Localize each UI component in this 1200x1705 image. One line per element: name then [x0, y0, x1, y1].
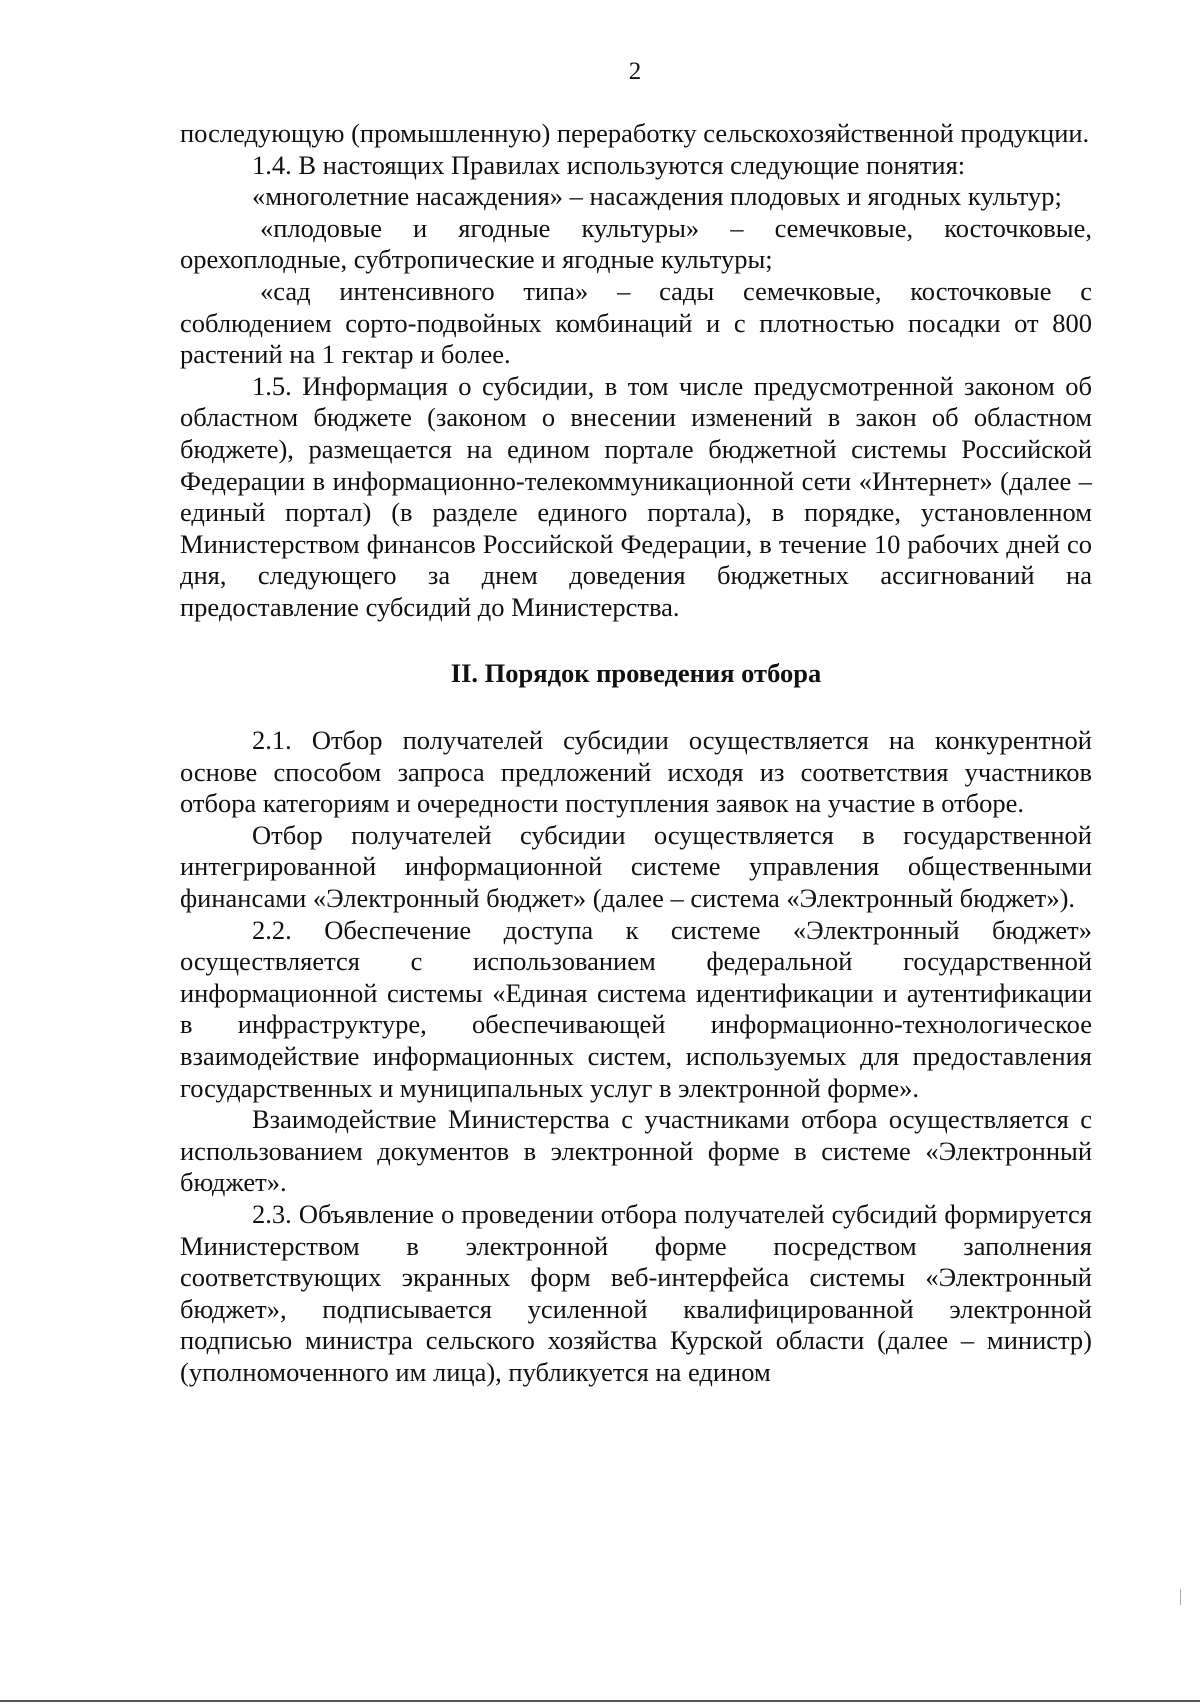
paragraph-2-2: 2.2. Обеспечение доступа к системе «Электронный бюджет» осуществляется с использованием федеральной государственной информационной системы «Единая система идентификации и аутентификации в инфраструктуре, обеспечивающей информационно-технологическое взаимодействие информационных систем, используемых для предоставления государственных и муниципальных услуг в электронной форме».: [180, 914, 1092, 1103]
paragraph-1-5: 1.5. Информация о субсидии, в том числе предусмотренной законом об областном бюджете (законом о внесении изменений в закон об областном бюджете), размещается на едином портале бюджетной системы Российской Федерации в информационно-телекоммуникационной сети «Интернет» (далее – единый портал) (в разделе единого портала), в порядке, установленном Министерством финансов Российской Федерации, в течение 10 рабочих дней со дня, следующего за днем доведения бюджетных ассигнований на предоставление субсидий до Министерства.: [180, 370, 1092, 622]
definition-perennial-plantings: «многолетние насаждения» – насаждения плодовых и ягодных культур;: [252, 181, 1062, 212]
page-number: 2: [628, 58, 642, 85]
section-heading: II. Порядок проведения отбора: [450, 657, 822, 688]
paragraph-2-2-interaction: Взаимодействие Министерства с участниками отбора осуществляется с использованием документов в электронной форме в системе «Электронный бюджет».: [180, 1104, 1092, 1198]
document-body: [180, 118, 1092, 1389]
page-bottom-edge: [0, 1700, 1200, 1702]
definition-intensive-garden: «сад интенсивного типа» – сады семечковые, косточковые с соблюдением сорто-подвойных комбинаций и с плотностью посадки от 800 растений на 1 гектар и более.: [180, 275, 1092, 370]
paragraph-1-4: 1.4. В настоящих Правилах используются следующие понятия:: [252, 149, 966, 180]
paragraph-continuation: последующую (промышленную) переработку сельскохозяйственной продукции.: [180, 118, 1090, 148]
paragraph-2-3: 2.3. Объявление о проведении отбора получателей субсидий формируется Министерством в электронной форме посредством заполнения соответствующих экранных форм веб-интерфейса системы «Электронный бюджет», подписывается усиленной квалифицированной электронной подписью министра сельского хозяйства Курской области (далее – министр) (уполномоченного им лица), публикуется на едином: [180, 1199, 1092, 1387]
scan-edge-mark: [1180, 1589, 1181, 1605]
paragraph-2-1-system: Отбор получателей субсидии осуществляется в государственной интегрированной информационной системе управления общественными финансами «Электронный бюджет» (далее – система «Электронный бюджет»).: [180, 819, 1092, 914]
definition-fruit-berry-crops: «плодовые и ягодные культуры» – семечковые, косточковые, орехоплодные, субтропические и ягодные культуры;: [180, 212, 1092, 275]
paragraph-2-1: 2.1. Отбор получателей субсидии осуществляется на конкурентной основе способом запроса предложений исходя из соответствия участников отбора категориям и очередности поступления заявок на участие в отборе.: [180, 725, 1092, 819]
